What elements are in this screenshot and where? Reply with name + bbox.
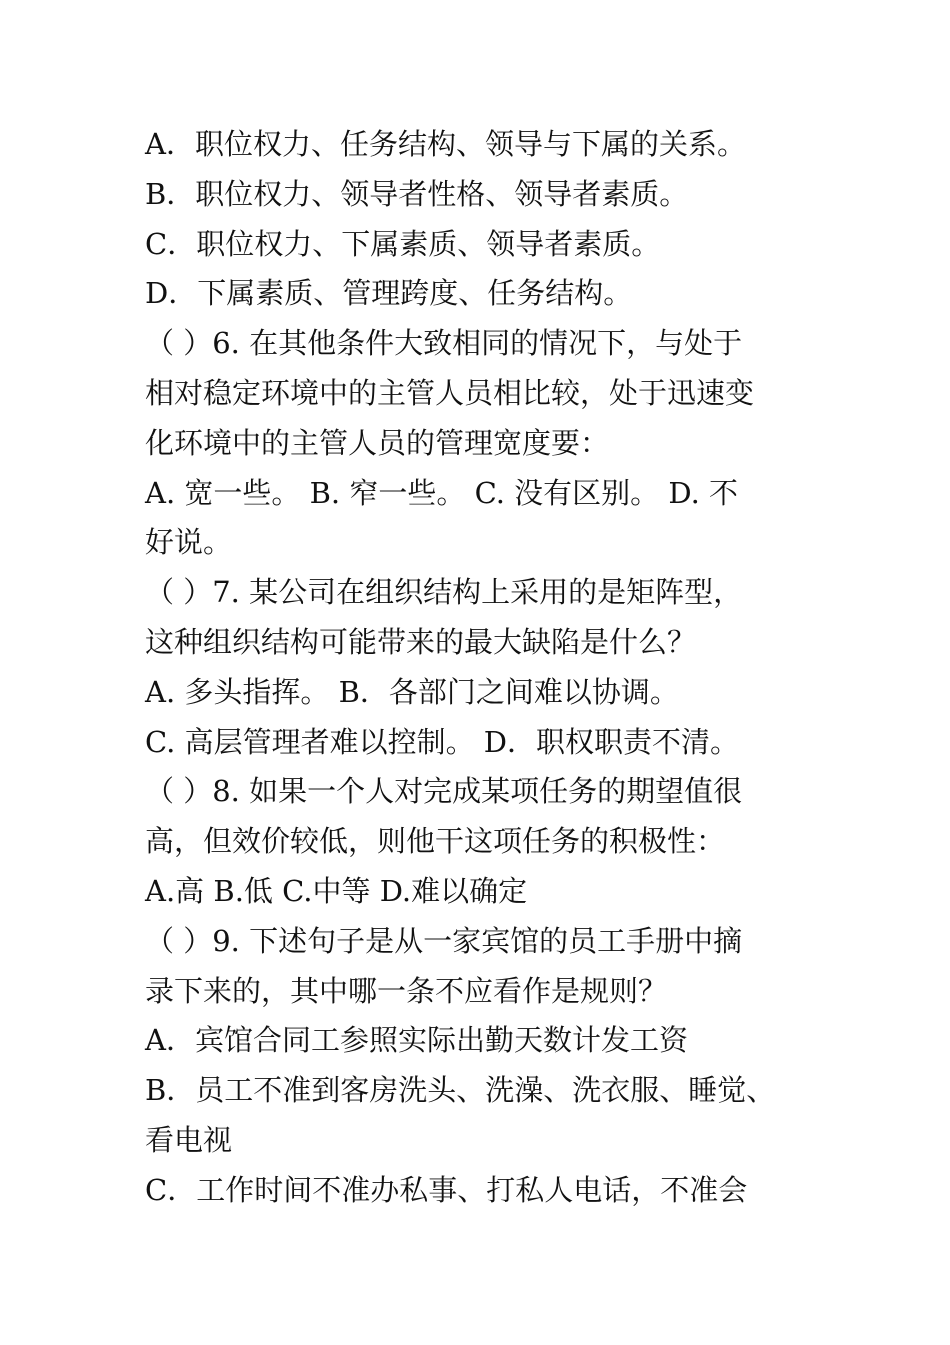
question-6-line-2: 相对稳定环境中的主管人员相比较，处于迅速变 [145,375,755,410]
question-7-options-cd: C. 高层管理者难以控制。 D．职权职责不清。 [145,724,740,759]
question-6-line-3: 化环境中的主管人员的管理宽度要： [145,425,610,460]
question-8-options: A.高 B.低 C.中等 D.难以确定 [145,873,528,908]
question-8-line-1: （ ）8. 如果一个人对完成某项任务的期望值很 [145,774,743,809]
document-body [145,120,810,1216]
question-9-option-b-line-1: B．员工不准到客房洗头、洗澡、洗衣服、睡觉、 [145,1073,776,1108]
question-9-option-c-line-1: C．工作时间不准办私事、打私人电话，不准会 [145,1172,748,1207]
question-6-options-line-1: A. 宽一些。 B. 窄一些。 C. 没有区别。 D. 不 [145,475,739,510]
question-6-options-line-2: 好说。 [145,525,233,560]
question-9-option-b-line-2: 看电视 [145,1122,233,1157]
question-8-line-2: 高，但效价较低，则他干这项任务的积极性： [145,824,726,859]
option-5d: D．下属素质、管理跨度、任务结构。 [145,276,633,311]
option-5c: C．职位权力、下属素质、领导者素质。 [145,226,661,261]
question-7-options-ab: A. 多头指挥。 B．各部门之间难以协调。 [145,674,679,709]
question-6-line-1: （ ）6. 在其他条件大致相同的情况下，与处于 [145,326,743,361]
option-5a: A．职位权力、任务结构、领导与下属的关系。 [145,127,746,161]
question-9-line-1: （ ）9. 下述句子是从一家宾馆的员工手册中摘 [145,923,743,958]
option-5b: B．职位权力、领导者性格、领导者素质。 [145,176,689,211]
question-7-line-1: （ ）7. 某公司在组织结构上采用的是矩阵型， [145,575,743,610]
question-9-line-2: 录下来的，其中哪一条不应看作是规则？ [145,973,668,1008]
question-9-option-a: A．宾馆合同工参照实际出勤天数计发工资 [145,1023,688,1058]
question-7-line-2: 这种组织结构可能带来的最大缺陷是什么？ [145,624,697,659]
